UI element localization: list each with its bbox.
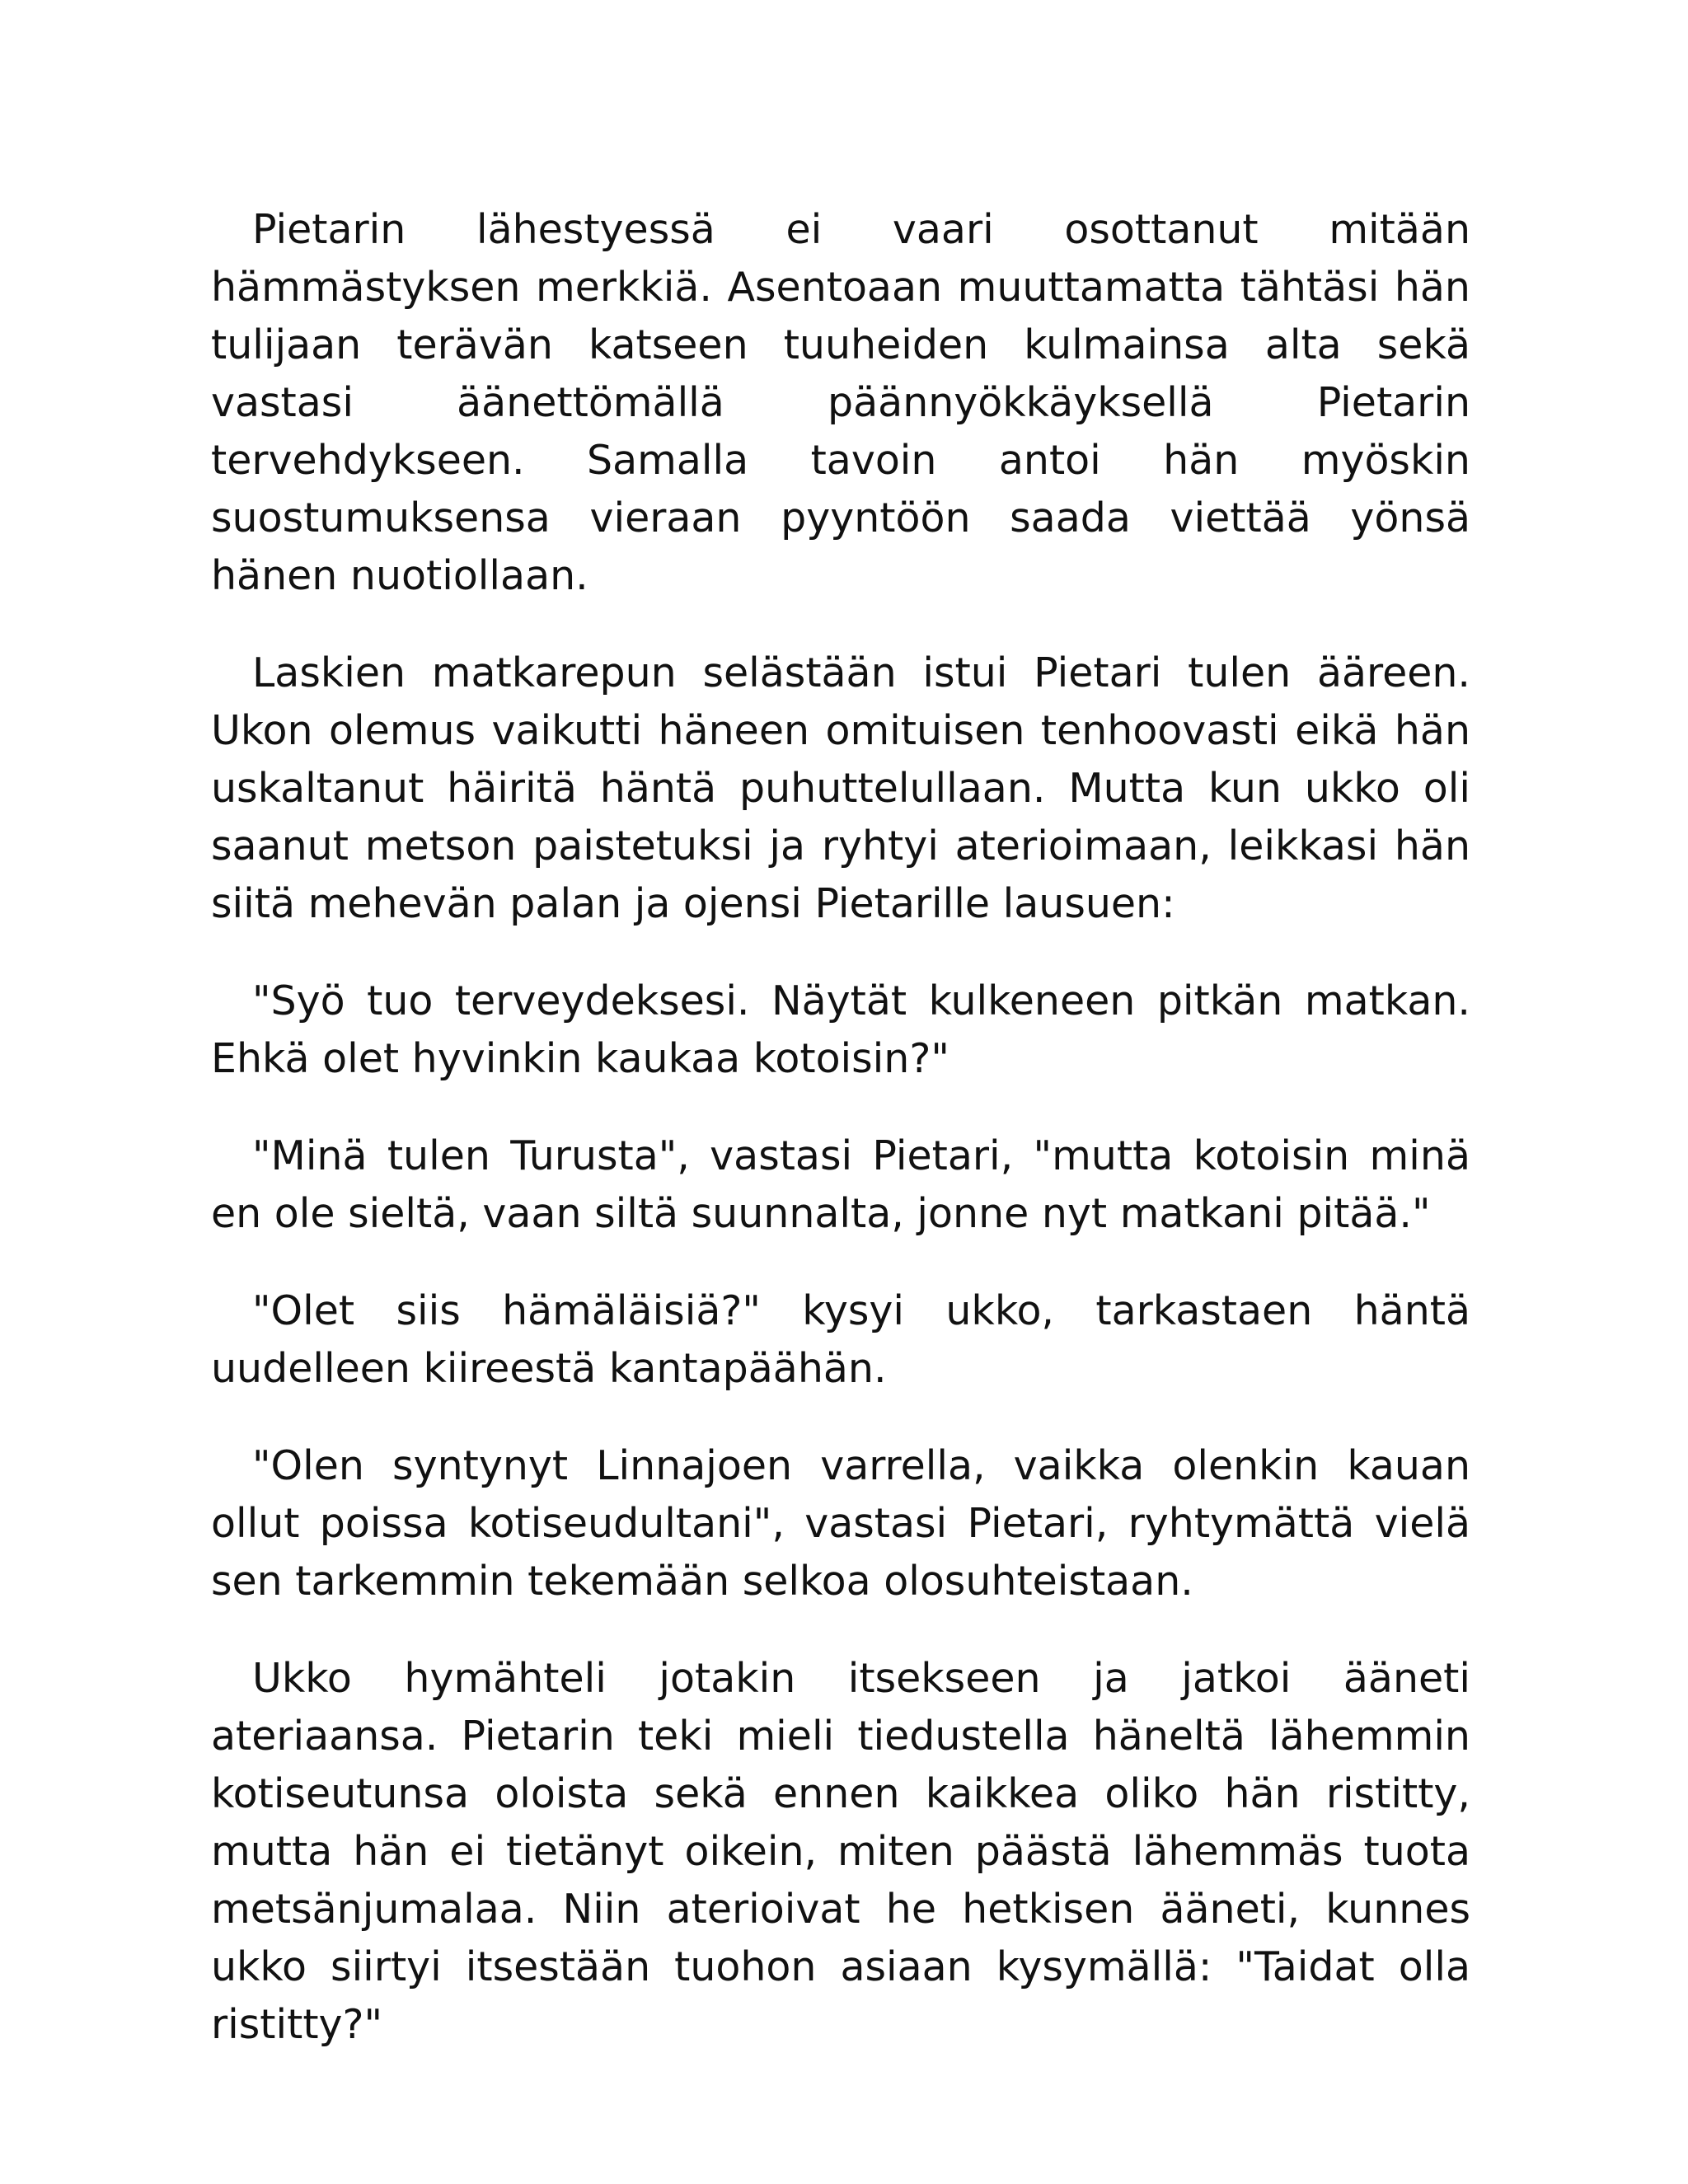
body-text <box>211 201 1470 2093</box>
paragraph-2: Laskien matkarepun selästään istui Pietari tulen ääreen. Ukon olemus vaikutti häneen omituisen tenhoovasti eikä hän uskaltanut häiritä häntä puhuttelullaan. Mutta kun ukko oli saanut metson paistetuksi ja ryhtyi aterioimaan, leikkasi hän siitä mehevän palan ja ojensi Pietarille lausuen: <box>211 649 1470 927</box>
paragraph-4: "Minä tulen Turusta", vastasi Pietari, "mutta kotoisin minä en ole sieltä, vaan siltä suunnalta, jonne nyt matkani pitää." <box>211 1132 1470 1237</box>
paragraph-5: "Olet siis hämäläisiä?" kysyi ukko, tarkastaen häntä uudelleen kiireestä kantapäähän. <box>211 1287 1470 1392</box>
paragraph-3: "Syö tuo terveydeksesi. Näytät kulkeneen pitkän matkan. Ehkä olet hyvinkin kaukaa kotoisin?" <box>211 977 1470 1082</box>
paragraph-6: "Olen syntynyt Linnajoen varrella, vaikka olenkin kauan ollut poissa kotiseudultani", vastasi Pietari, ryhtymättä vielä sen tarkemmin tekemään selkoa olosuhteistaan. <box>211 1442 1470 1605</box>
paragraph-1: Pietarin lähestyessä ei vaari osottanut mitään hämmästyksen merkkiä. Asentoaan muuttamatta tähtäsi hän tulijaan terävän katseen tuuheiden kulmainsa alta sekä vastasi äänettömällä päännyökkäyksellä Pietarin tervehdykseen. Samalla tavoin antoi hän myöskin suostumuksensa vieraan pyyntöön saada viettää yönsä hänen nuotiollaan. <box>211 206 1470 599</box>
paragraph-7: Ukko hymähteli jotakin itsekseen ja jatkoi ääneti ateriaansa. Pietarin teki mieli tiedustella häneltä lähemmin kotiseutunsa oloista sekä ennen kaikkea oliko hän ristitty, mutta hän ei tietänyt oikein, miten päästä lähemmäs tuota metsänjumalaa. Niin aterioivat he hetkisen ääneti, kunnes ukko siirtyi itsestään tuohon asiaan kysymällä: "Taidat olla ristitty?" <box>211 1655 1470 2048</box>
